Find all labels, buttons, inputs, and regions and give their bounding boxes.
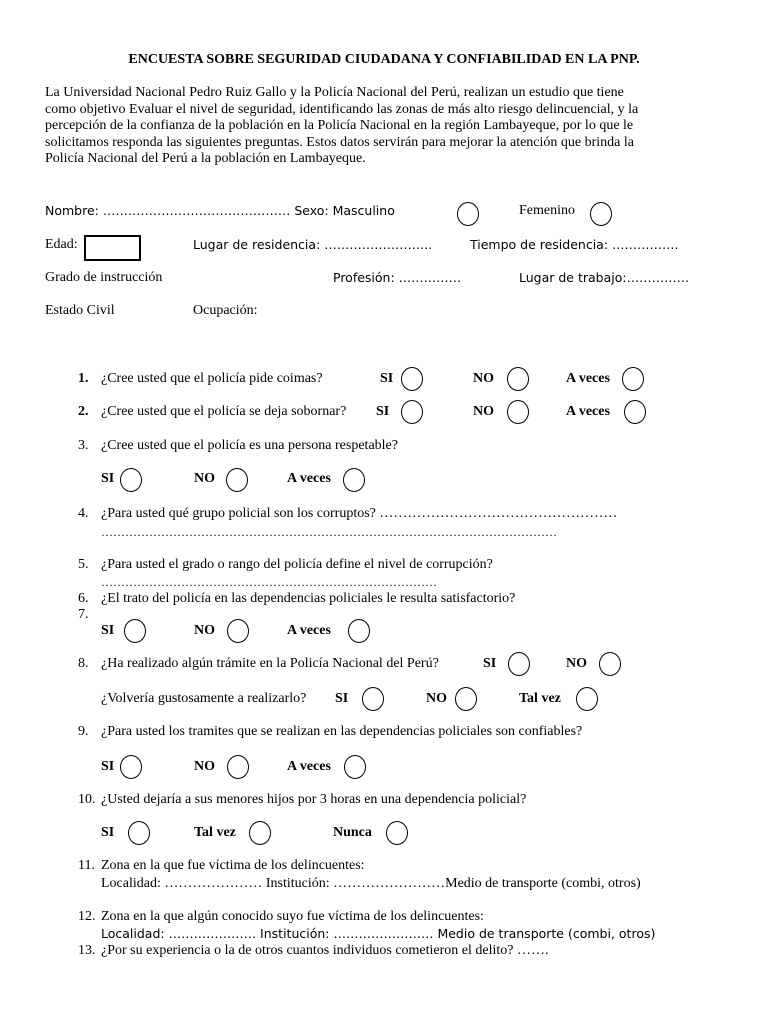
option-tal-vez-label: Tal vez [519,691,561,706]
q3-a-veces-checkbox[interactable] [343,468,365,492]
q8b-si-checkbox[interactable] [362,687,384,711]
option-si-label: SI [101,623,115,638]
option-no-label: NO [194,759,215,774]
q8b-tal-vez-checkbox[interactable] [576,687,598,711]
intro-line: La Universidad Nacional Pedro Ruiz Gallo y la Policía Nacional del Perú, realizan un estudio que tiene [45,85,624,100]
q10-tal-vez-checkbox[interactable] [249,821,271,845]
question-11-text: Zona en la que fue víctima de los delincuentes: [101,858,365,873]
q1-a-veces-checkbox[interactable] [622,367,644,391]
intro-line: como objetivo Evaluar el nivel de seguridad, identificando las zonas de más alto riesgo delincuencial, y la [45,101,639,117]
option-no-label: NO [194,623,215,638]
q9-no-checkbox[interactable] [227,755,249,779]
option-a-veces-label: A veces [287,471,331,486]
survey-title: ENCUESTA SOBRE SEGURIDAD CIUDADANA Y CONFIABILIDAD EN LA PNP. [128,52,640,67]
edad-input[interactable] [84,235,141,261]
question-number: 9. [78,724,89,739]
question-5-text: ¿Para usted el grado o rango del policía define el nivel de corrupción? [101,557,493,572]
question-number: 5. [78,557,89,572]
option-si-label: SI [335,691,349,706]
q2-a-veces-checkbox[interactable] [624,400,646,424]
question-number: 4. [78,506,89,521]
intro-line: Policía Nacional del Perú a la población en Lambayeque. [45,151,366,167]
option-a-veces-label: A veces [287,623,331,638]
option-si-label: SI [380,371,394,386]
question-9-text: ¿Para usted los tramites que se realizan en las dependencias policiales son confiables? [101,724,583,739]
option-no-label: NO [194,471,215,486]
answer-line[interactable]: …………………………………………………………………………………………………… [101,525,557,539]
intro-line: percepción de la confianza de la población en la Policía Nacional en la región Lambayeque, por lo que le [45,118,634,134]
option-no-label: NO [473,404,494,419]
q1-no-checkbox[interactable] [507,367,529,391]
tiempo-residencia-field: Tiempo de residencia: ……………. [470,237,679,252]
question-number: 1. [78,371,89,386]
question-number: 11. [78,858,95,873]
q8b-no-checkbox[interactable] [455,687,477,711]
question-12-text: Zona en la que algún conocido suyo fue víctima de los delincuentes: [101,909,484,924]
lugar-trabajo-field: Lugar de trabajo:…………… [519,270,690,285]
question-number: 7. [78,607,89,622]
q10-nunca-checkbox[interactable] [386,821,408,845]
intro-paragraph [45,85,725,168]
option-no-label: NO [426,691,447,706]
q2-si-checkbox[interactable] [401,400,423,424]
lugar-residencia-field: Lugar de residencia: …………………….. [193,237,433,252]
question-number: 2. [78,404,89,419]
femenino-label: Femenino [519,203,575,218]
q9-a-veces-checkbox[interactable] [344,755,366,779]
option-si-label: SI [376,404,390,419]
question-4-text: ¿Para usted qué grupo policial son los corruptos? …………………………………………… [101,506,618,521]
q6-no-checkbox[interactable] [227,619,249,643]
question-number: 8. [78,656,89,671]
grado-instruccion-label: Grado de instrucción [45,270,163,285]
option-a-veces-label: A veces [566,404,610,419]
q12-answer-line[interactable]: Localidad: ………………… Institución: …………………… Medio de transporte (combi, otros) [101,926,656,941]
profesion-field: Profesión: …………… [333,270,462,285]
question-number: 10. [78,792,96,807]
option-a-veces-label: A veces [566,371,610,386]
q8-no-checkbox[interactable] [599,652,621,676]
option-si-label: SI [483,656,497,671]
question-8b-text: ¿Volvería gustosamente a realizarlo? [101,691,307,706]
question-13-text: ¿Por su experiencia o la de otros cuantos individuos cometieron el delito? ……. [101,943,549,958]
question-number: 13. [78,943,96,958]
ocupacion-label: Ocupación: [193,303,258,318]
q10-si-checkbox[interactable] [128,821,150,845]
nombre-sexo-field: Nombre: ……………………………………… Sexo: Masculino [45,203,395,218]
question-8-text: ¿Ha realizado algún trámite en la Policía Nacional del Perú? [101,656,439,671]
option-no-label: NO [473,371,494,386]
q3-no-checkbox[interactable] [226,468,248,492]
q6-si-checkbox[interactable] [124,619,146,643]
question-10-text: ¿Usted dejaría a sus menores hijos por 3 horas en una dependencia policial? [101,792,527,807]
q3-si-checkbox[interactable] [120,468,142,492]
intro-line: solicitamos responda las siguientes preguntas. Estos datos servirán para mejorar la atención que brinda la [45,134,634,150]
question-3-text: ¿Cree usted que el policía es una persona respetable? [101,438,398,453]
q1-si-checkbox[interactable] [401,367,423,391]
question-number: 6. [78,591,89,606]
answer-line[interactable]: ………………………………………………………………………… [101,575,437,589]
option-a-veces-label: A veces [287,759,331,774]
option-si-label: SI [101,759,115,774]
q9-si-checkbox[interactable] [120,755,142,779]
femenino-checkbox[interactable] [590,202,612,226]
option-tal-vez-label: Tal vez [194,825,236,840]
question-6-text: ¿El trato del policía en las dependencias policiales le resulta satisfactorio? [101,591,516,606]
question-1-text: ¿Cree usted que el policía pide coimas? [101,371,323,386]
option-no-label: NO [566,656,587,671]
option-si-label: SI [101,825,115,840]
edad-label: Edad: [45,237,78,252]
q2-no-checkbox[interactable] [507,400,529,424]
option-si-label: SI [101,471,115,486]
question-2-text: ¿Cree usted que el policía se deja sobornar? [101,404,347,419]
q6-a-veces-checkbox[interactable] [348,619,370,643]
option-nunca-label: Nunca [333,825,372,840]
q11-answer-line[interactable]: Localidad: ………………… Institución: ……………………Medio de transporte (combi, otros) [101,876,641,891]
q8-si-checkbox[interactable] [508,652,530,676]
masculino-checkbox[interactable] [457,202,479,226]
question-number: 3. [78,438,89,453]
question-number: 12. [78,909,96,924]
estado-civil-label: Estado Civil [45,303,115,318]
